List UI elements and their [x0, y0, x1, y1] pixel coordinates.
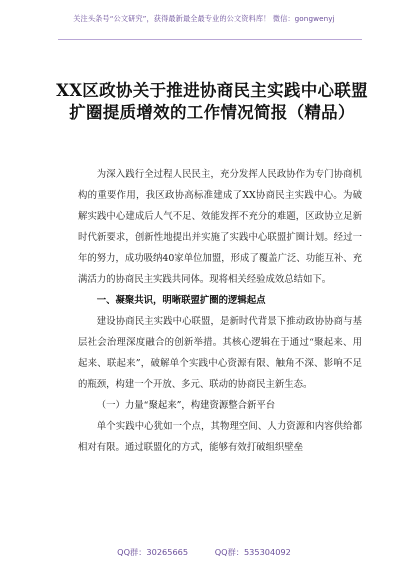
document-title: XX区政协关于推进协商民主实践中心联盟扩圈提质增效的工作情况简报（精品） — [56, 81, 368, 122]
document-body — [78, 164, 362, 458]
intro-paragraph: 为深入践行全过程人民民主，充分发挥人民政协作为专门协商机构的重要作用，我区政协高标准建成了XX协商民主实践中心。为破解实践中心建成后人气不足、效能发挥不充分的难题，区政协立足新时代新要求，创新性地提出并实施了实践中心联盟扩圈计划。经过一年的努力，成功吸纳40家单位加盟，形成了覆盖广泛、功能互补、充满活力的协商民主实践共同体。现将相关经验成效总结如下。 — [78, 169, 362, 285]
subsection-1-paragraph: 单个实践中心犹如一个点，其物理空间、人力资源和内容供给都相对有限。通过联盟化的方式，能够有效打破组织壁垒 — [78, 421, 362, 453]
footer-qq-group-2: QQ群：535304092 — [214, 547, 291, 557]
header-banner: 关注头条号“公文研究”，获得最新最全最专业的公文资料库！ 微信：gongwenyj — [73, 14, 335, 23]
section-heading-1: 一、凝聚共识，明晰联盟扩圈的逻辑起点 — [96, 295, 266, 306]
footer-bar — [0, 547, 408, 569]
section-1-paragraph: 建设协商民主实践中心联盟，是新时代背景下推动政协协商与基层社会治理深度融合的创新举措。其核心逻辑在于通过“聚起来、用起来、联起来”，破解单个实践中心资源有限、触角不深、影响不足的瓶颈，构建一个开放、多元、联动的协商民主新生态。 — [78, 316, 362, 390]
footer-qq-group-1: QQ群：30265665 — [117, 547, 189, 557]
header-divider — [58, 39, 362, 40]
subsection-heading-1: （一）力量“聚起来”，构建资源整合新平台 — [96, 400, 276, 411]
